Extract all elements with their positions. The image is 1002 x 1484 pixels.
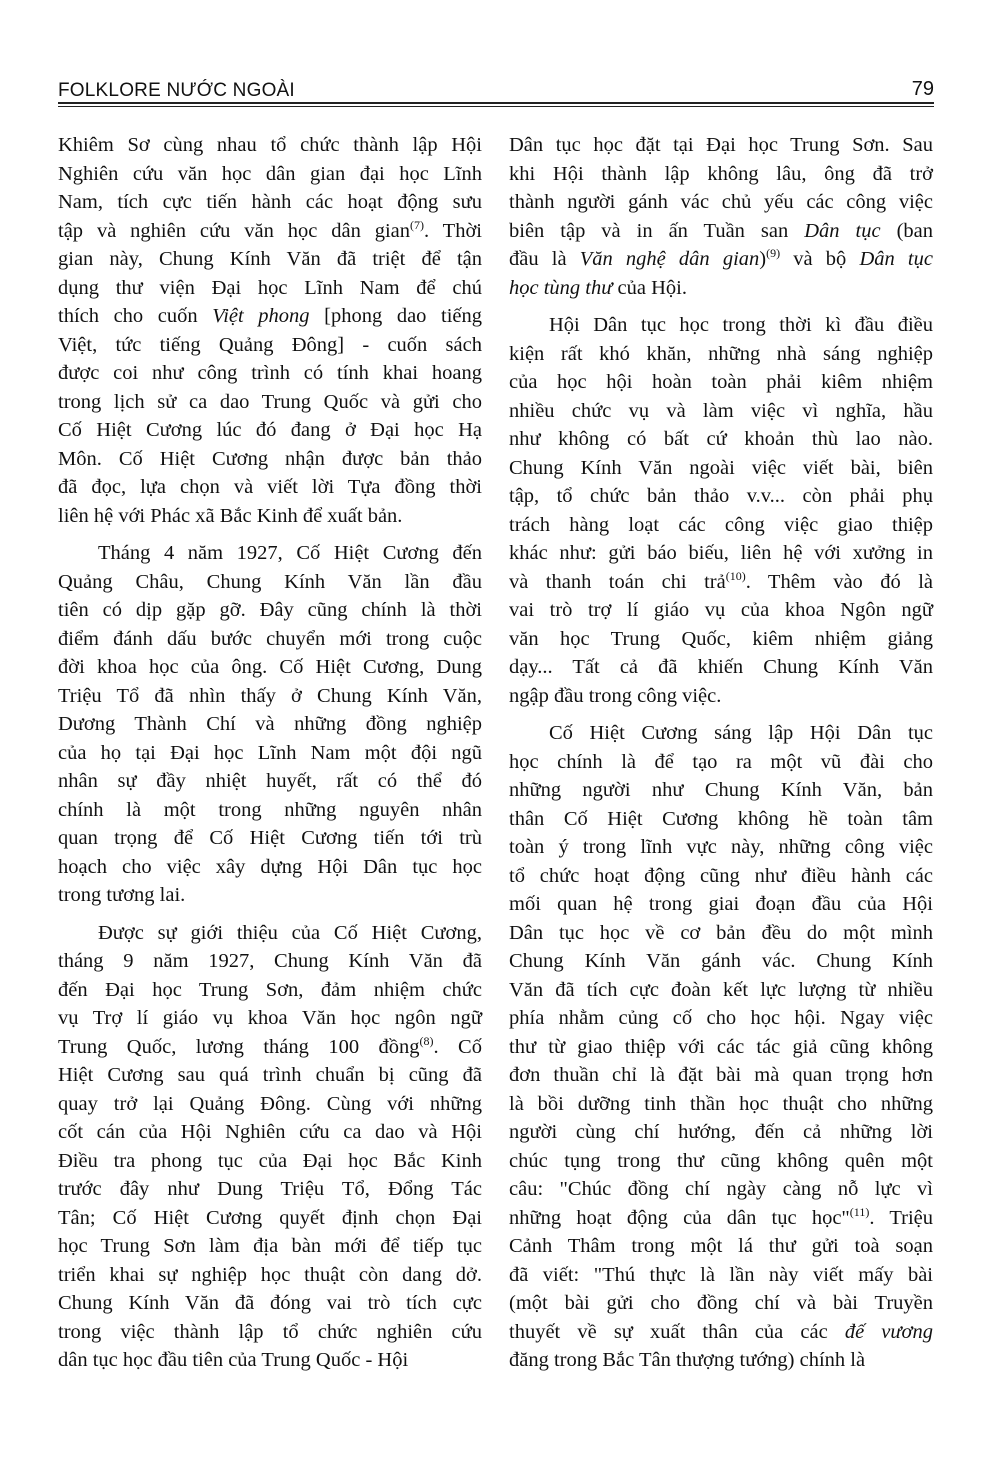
text-line: Dân tục học đặt tại Đại học Trung Sơn. Sau	[509, 134, 933, 156]
text-line: đơn thuần chỉ là đặt bài mà quan trọng hơn	[509, 1064, 933, 1086]
text-line: mối quan hệ trong giai đoạn đầu của Hội	[509, 893, 933, 915]
text-line: Dân tục học về cơ bản đều do một mình	[509, 921, 933, 944]
paragraph-gap	[509, 302, 933, 311]
text-line: Cảnh Thâm trong một lá thư gửi toà soạn	[509, 1235, 933, 1257]
paragraph	[509, 311, 933, 710]
text-line: thuyết về sự xuất thân của các đế vương	[509, 1320, 933, 1343]
text-line: dân tục học đầu tiên của Trung Quốc - Hội	[58, 1349, 409, 1371]
header-rule-thick	[58, 102, 934, 104]
text-line: Dương Thành Chí và những đồng nghiệp	[58, 713, 482, 735]
text-line: kiện rất khó khăn, những nhà sáng nghiệp	[509, 342, 933, 365]
text-line: Trung Quốc, lương tháng 100 đồng$^{(8)}$. Cố	[58, 1033, 482, 1058]
text-line: triển khai sự nghiệp học thuật còn dang dở.	[58, 1263, 482, 1286]
running-title: FOLKLORE NƯỚC NGOÀI	[58, 80, 295, 101]
text-line: Cố Hiệt Cương sáng lập Hội Dân tục	[549, 722, 933, 744]
text-line: nhiều chức vụ và làm việc vì nghĩa, hầu	[509, 399, 933, 422]
text-line: học tùng thư của Hội.	[509, 276, 687, 299]
text-line: hoạch cho việc xây dựng Hội Dân tục học	[58, 855, 482, 878]
text-line: chính là một trong những nguyên nhân	[58, 798, 482, 821]
text-line: Tháng 4 năm 1927, Cố Hiệt Cương đến	[98, 542, 482, 564]
text-line: Triệu Tổ đã nhìn thấy ở Chung Kính Văn,	[58, 684, 482, 707]
text-line: tập và nghiên cứu văn học dân gian$^{(7)}$. Thời	[58, 217, 482, 242]
text-line: Nam, tích cực tiến hành các hoạt động sưu	[58, 191, 482, 213]
text-line: Văn đã tích cực đoàn kết lực lượng từ nhiều	[509, 978, 933, 1001]
text-line: như không có bất cứ khoản thù lao nào.	[509, 428, 933, 450]
paragraph-gap	[58, 530, 482, 539]
text-line: học Trung Sơn làm địa bàn mới để tiếp tục	[58, 1235, 482, 1257]
paragraph	[509, 719, 933, 1375]
text-line: Môn. Cố Hiệt Cương nhận được bản thảo	[58, 447, 482, 470]
text-line: toàn ý trong lĩnh vực này, những công việc	[509, 836, 933, 858]
page-number: 79	[911, 78, 934, 100]
paragraph-gap	[509, 710, 933, 719]
text-line: đã đọc, lựa chọn và viết lời Tựa đồng thời	[58, 476, 482, 498]
text-line: của học hội hoàn toàn phải kiêm nhiệm	[509, 371, 933, 393]
text-line: Điều tra phong tục của Đại học Bắc Kinh	[58, 1149, 482, 1172]
text-line: Tân; Cố Hiệt Cương quyết định chọn Đại	[58, 1206, 482, 1229]
text-line: người cùng chí hướng, đến cả những lời	[509, 1121, 933, 1143]
text-line: Hội Dân tục học trong thời kì đầu điều	[549, 314, 933, 336]
text-line: dạy... Tất cả đã khiến Chung Kính Văn	[509, 656, 933, 678]
text-line: thư từ giao thiệp với các tác giả cũng không	[509, 1035, 933, 1058]
right-column	[509, 131, 933, 1375]
text-line: gian này, Chung Kính Văn đã triệt để tận	[58, 248, 482, 270]
text-line: đăng trong Bắc Tân thượng tướng) chính là	[509, 1349, 866, 1371]
left-column	[58, 131, 482, 1375]
text-line: câu: "Chúc đồng chí ngày càng nỗ lực vì	[509, 1178, 933, 1200]
text-line: của họ tại Đại học Lĩnh Nam một đội ngũ	[58, 741, 482, 764]
text-line: Hiệt Cương sau quá trình chuẩn bị cũng đã	[58, 1064, 482, 1086]
text-line: Được sự giới thiệu của Cố Hiệt Cương,	[98, 921, 482, 944]
text-line: thân Cố Hiệt Cương không hề toàn tâm	[509, 807, 933, 830]
text-line: đến Đại học Trung Sơn, đảm nhiệm chức	[58, 978, 482, 1001]
text-line: (một bài gửi cho đồng chí và bài Truyền	[509, 1292, 933, 1314]
text-line: là bồi dưỡng tinh thần học thuật cho những	[509, 1092, 933, 1115]
text-line: Quảng Châu, Chung Kính Văn lần đầu	[58, 570, 482, 593]
text-line: những hoạt động của dân tục học"$^{(11)}$. Triệu	[509, 1204, 933, 1229]
text-line: vụ Trợ lí giáo vụ khoa Văn học ngôn ngữ	[58, 1007, 482, 1029]
text-line: đã viết: "Thú thực là lần này viết mấy bài	[509, 1263, 933, 1286]
text-line: văn học Trung Quốc, kiêm nhiệm giảng	[509, 627, 933, 650]
text-line: biên tập và in ấn Tuần san Dân tục (ban	[509, 219, 933, 242]
text-line: thành người gánh vác chủ yếu các công việc	[509, 191, 933, 213]
text-line: trong tương lai.	[58, 884, 186, 906]
text-line: tiên có dịp gặp gỡ. Đây cũng chính là thời	[58, 599, 482, 621]
paragraph-gap	[58, 910, 482, 919]
text-line: phía nhằm củng cố cho học hội. Ngay việc	[509, 1007, 933, 1029]
paragraph	[58, 131, 482, 530]
text-line: học chính là để tạo ra một vũ đài cho	[509, 750, 933, 773]
paragraph	[509, 131, 933, 302]
text-line: ngập đầu trong công việc.	[509, 684, 722, 707]
text-line: liên hệ với Phác xã Bắc Kinh để xuất bản.	[58, 504, 403, 527]
text-line: dụng thư viện Đại học Lĩnh Nam để chú	[58, 276, 482, 299]
text-line: điểm đánh dấu bước chuyển mới trong cuộc	[58, 627, 482, 650]
text-line: trước đây như Dung Triệu Tổ, Đổng Tác	[58, 1178, 482, 1200]
text-line: khi Hội thành lập không lâu, ông đã trở	[509, 162, 933, 185]
text-line: cốt cán của Hội Nghiên cứu ca dao và Hội	[58, 1121, 482, 1143]
text-line: thích cho cuốn Việt phong [phong dao tiếng	[58, 305, 482, 327]
text-line: đời khoa học của ông. Cố Hiệt Cương, Dung	[58, 656, 482, 678]
text-line: Việt, tức tiếng Quảng Đông] - cuốn sách	[58, 333, 482, 356]
paragraph	[58, 919, 482, 1375]
text-line: được coi như công trình có tính khai hoang	[58, 362, 482, 384]
text-line: Cố Hiệt Cương lúc đó đang ở Đại học Hạ	[58, 419, 482, 441]
page-header	[58, 76, 934, 102]
text-line: quay trở lại Quảng Đông. Cùng với những	[58, 1092, 482, 1115]
text-line: chúc tụng trong thư cũng không quên một	[509, 1149, 933, 1172]
text-line: Khiêm Sơ cùng nhau tổ chức thành lập Hội	[58, 134, 482, 156]
text-line: tháng 9 năm 1927, Chung Kính Văn đã	[58, 950, 482, 972]
text-line: vai trò trợ lí giáo vụ của khoa Ngôn ngữ	[509, 599, 933, 621]
text-line: tổ chức hoạt động cũng như điều hành các	[509, 864, 933, 887]
text-line: Chung Kính Văn gánh vác. Chung Kính	[509, 950, 933, 972]
text-line: quan trọng để Cố Hiệt Cương tiến tới trù	[58, 827, 482, 849]
text-line: Nghiên cứu văn học dân gian đại học Lĩnh	[58, 162, 482, 185]
text-line: những người như Chung Kính Văn, bản	[509, 779, 933, 801]
text-line: tập, tổ chức bản thảo v.v... còn phải phụ	[509, 485, 933, 507]
header-rule-thin	[58, 106, 934, 107]
text-line: và thanh toán chi trả$^{(10)}$. Thêm vào đó là	[509, 568, 934, 593]
text-line: Chung Kính Văn đã đóng vai trò tích cực	[58, 1292, 482, 1314]
text-line: Chung Kính Văn ngoài việc viết bài, biên	[509, 456, 933, 479]
text-line: trách hàng loạt các công việc giao thiệp	[509, 513, 933, 536]
text-line: nhân sự đầy nhiệt huyết, rất có thể đó	[58, 770, 482, 792]
text-line: đầu là Văn nghệ dân gian)$^{(9)}$ và bộ Dân tục	[509, 246, 933, 270]
paragraph	[58, 539, 482, 910]
text-line: khác như: gửi báo biếu, liên hệ với xưởng in	[509, 542, 933, 564]
text-line: trong lịch sử ca dao Trung Quốc và gửi cho	[58, 390, 482, 413]
text-line: trong việc thành lập tổ chức nghiên cứu	[58, 1320, 482, 1343]
